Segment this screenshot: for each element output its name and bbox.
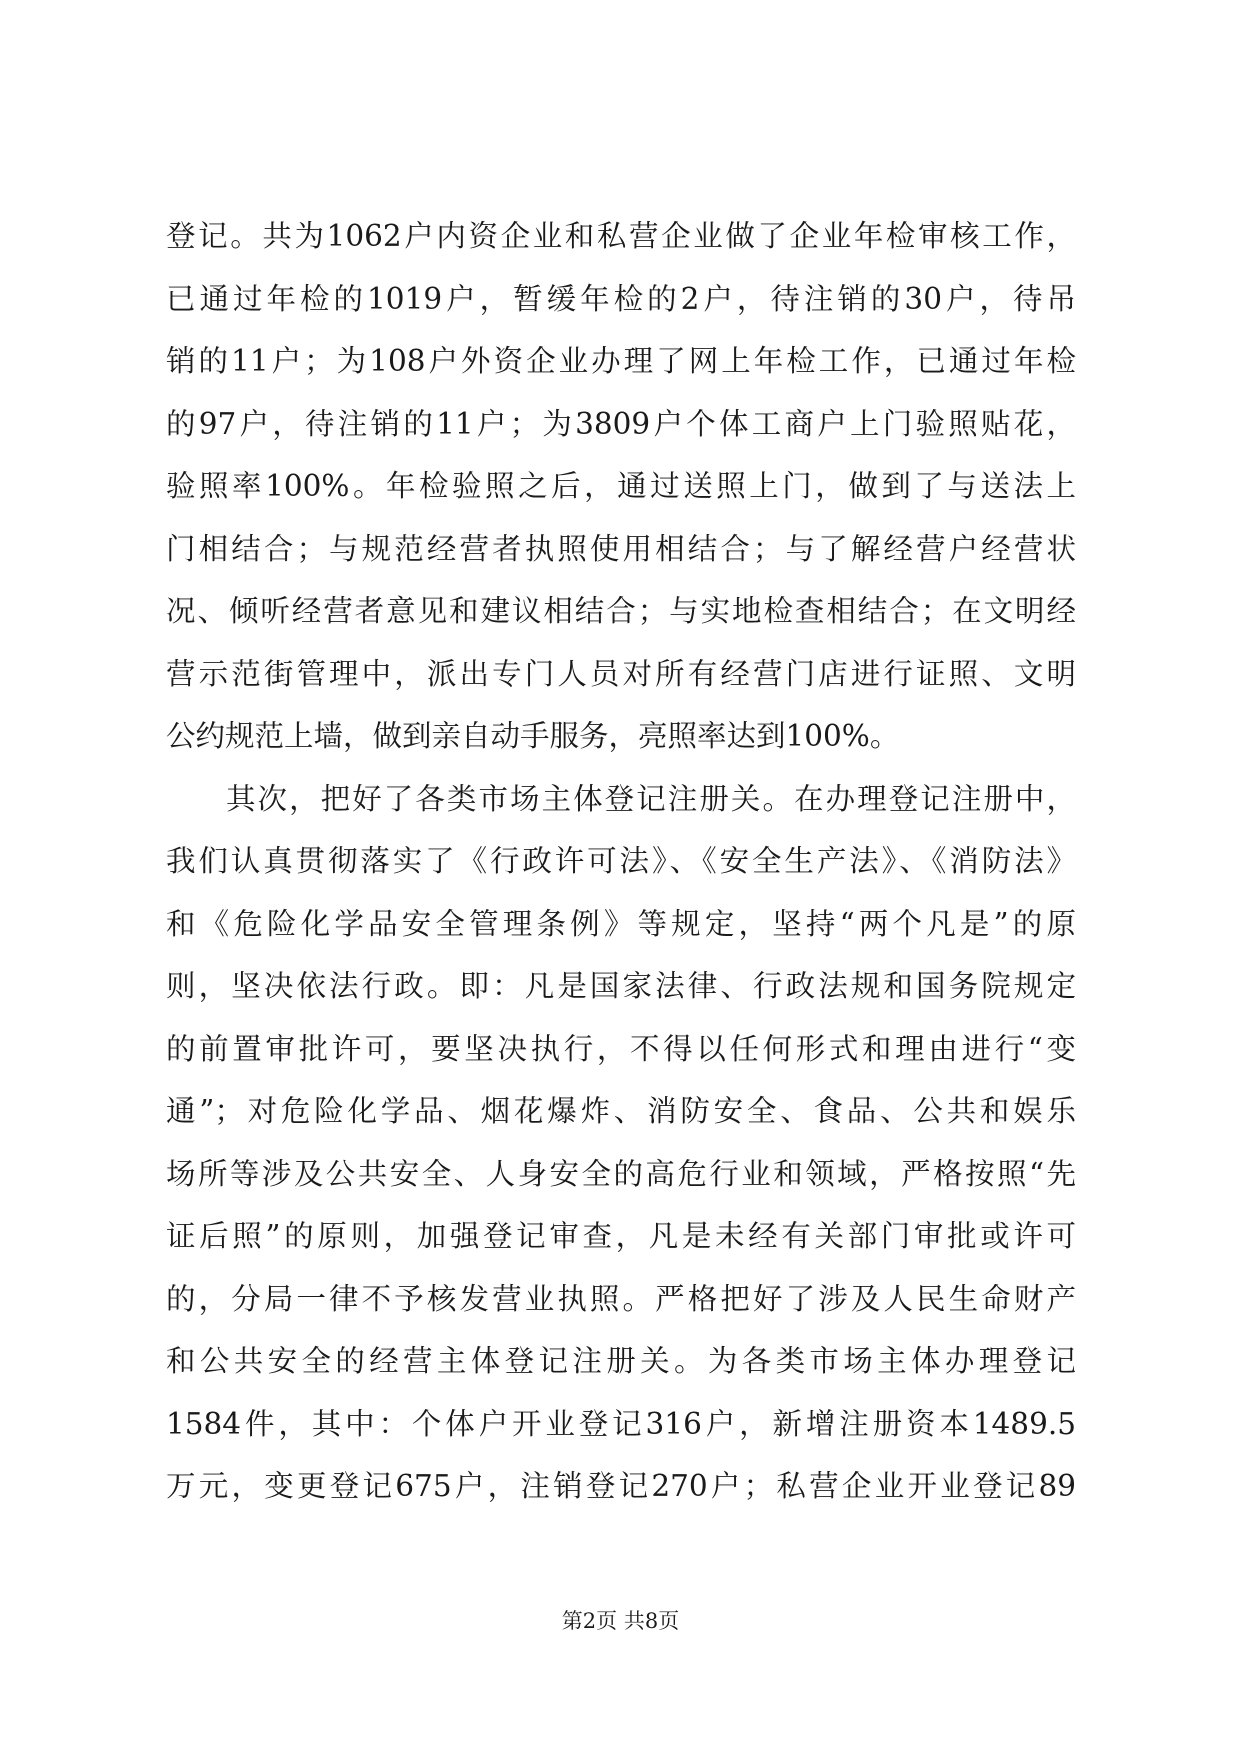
text-line: 的，分局一律不予核发营业执照。严格把好了涉及人民生命财产 [166,1281,1076,1316]
document-body [166,205,1076,1518]
text-line: 营示范街管理中，派出专门人员对所有经营门店进行证照、文明 [166,656,1076,691]
text-line: 则，坚决依法行政。即：凡是国家法律、行政法规和国务院规定 [166,969,1076,1003]
page-number-label: 第2页 共8页 [561,1609,680,1633]
text-line: 已通过年检的1019户，暂缓年检的2户，待注销的30户，待吊 [166,281,1076,316]
text-line: 和《危险化学品安全管理条例》等规定，坚持“两个凡是”的原 [166,906,1076,941]
paragraph-end-line: 公约规范上墙，做到亲自动手服务，亮照率达到100%。 [166,719,900,753]
paragraph-start-line: 其次，把好了各类市场主体登记注册关。在办理登记注册中， [226,781,1076,816]
page-footer [0,1606,1241,1636]
text-line: 门相结合；与规范经营者执照使用相结合；与了解经营户经营状 [166,531,1076,566]
text-line: 万元，变更登记675户，注销登记270户；私营企业开业登记89 [166,1469,1076,1503]
text-line: 登记。共为1062户内资企业和私营企业做了企业年检审核工作， [166,219,1076,253]
text-line: 我们认真贯彻落实了《行政许可法》、《安全生产法》、《消防法》 [166,844,1076,878]
text-line: 1584件，其中：个体户开业登记316户，新增注册资本1489.5 [166,1406,1076,1441]
text-line: 场所等涉及公共安全、人身安全的高危行业和领域，严格按照“先 [166,1156,1076,1191]
text-line: 通”；对危险化学品、烟花爆炸、消防安全、食品、公共和娱乐 [166,1094,1076,1128]
text-line: 销的11户；为108户外资企业办理了网上年检工作，已通过年检 [166,344,1076,378]
text-line: 的前置审批许可，要坚决执行，不得以任何形式和理由进行“变 [166,1031,1076,1066]
text-line: 况、倾听经营者意见和建议相结合；与实地检查相结合；在文明经 [166,594,1076,628]
text-line: 和公共安全的经营主体登记注册关。为各类市场主体办理登记 [166,1344,1076,1378]
text-line: 验照率100%。年检验照之后，通过送照上门，做到了与送法上 [166,469,1076,503]
text-line: 的97户，待注销的11户；为3809户个体工商户上门验照贴花， [166,406,1076,441]
text-line: 证后照”的原则，加强登记审查，凡是未经有关部门审批或许可 [166,1219,1076,1253]
